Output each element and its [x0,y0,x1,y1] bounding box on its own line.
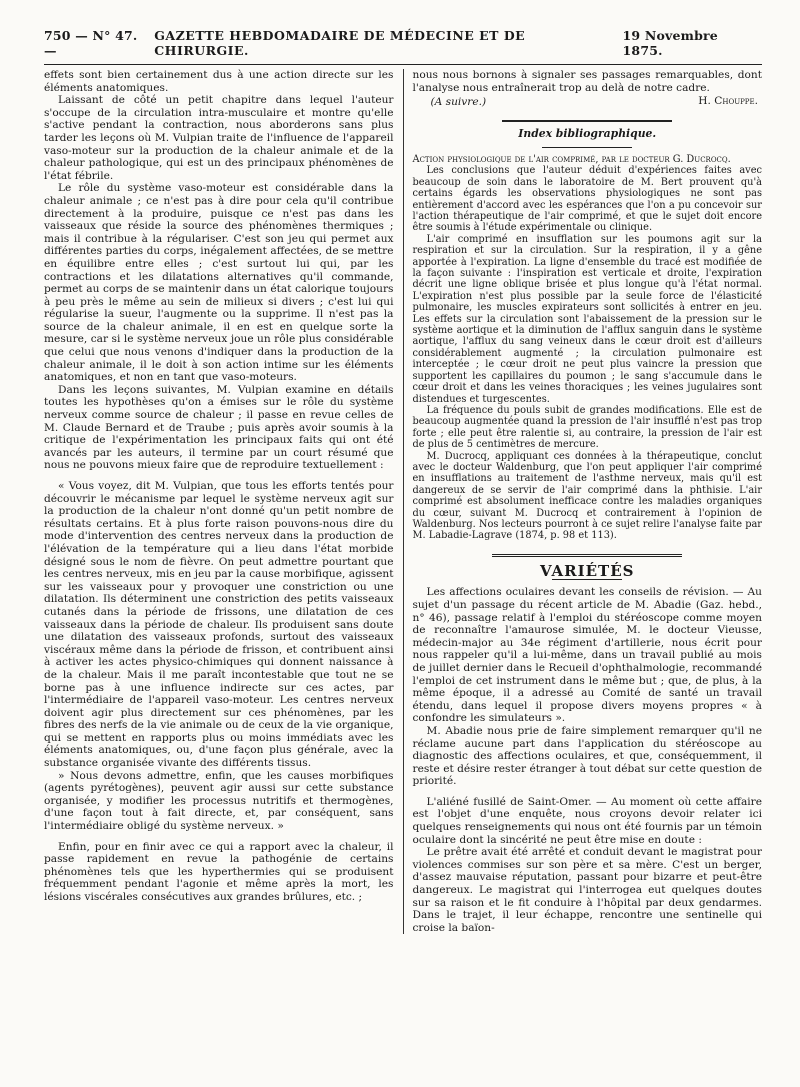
paragraph: Le prêtre avait été arrêté et conduit devant le magistrat pour violences commises sur son père et sa mère. C'est un berger, d'assez mauvaise réputation, passant pour bizarre et peut-être dangereux. Le magistrat qui l'interrogea eut quelques doutes sur sa raison et le fit conduire à l'hôpital par deux gendarmes. Dans le trajet, il leur échappe, rencontre une sentinelle qui croise la baïon- [412,846,762,934]
paragraph: Enfin, pour en finir avec ce qui a rapport avec la chaleur, il passe rapidement en revue la pathogénie de certains phénomènes tels que les hyperthermies qui se produisent fréquemment pendant l'agonie et même après la mort, les lésions viscérales consécutives aux grandes brûlures, etc. ; [44,840,394,903]
right-column [403,69,763,934]
page-header [44,28,762,65]
quote-paragraph: » Nous devons admettre, enfin, que les causes morbifiques (agents pyrétogènes), peuvent agir aussi sur cette substance organisée, y modifier les processus nutritifs et thermogènes, d'une façon tout à fait directe, et, par conséquent, sans l'intermédiaire obligé du système nerveux. » [44,769,394,833]
paragraph: L'aliéné fusillé de Saint-Omer. — Au moment où cette affaire est l'objet d'une enquête, nous croyons devoir relater ici quelques renseignements qui nous ont été fournis par un témoin oculaire dont la sincérité ne peut être mise en doute : [412,795,762,846]
left-column [44,69,403,934]
book-title: Action physiologique de l'air comprimé, par le docteur G. Ducrocq. [412,153,731,165]
journal-title: GAZETTE HEBDOMADAIRE DE MÉDECINE ET DE CHIRURGIE. [154,28,526,58]
issue-date: 19 Novembre 1875. [622,28,718,58]
paragraph: Dans les leçons suivantes, M. Vulpian examine en détails toutes les hypothèses qu'on a émises sur le rôle du système nerveux comme source de chaleur ; il passe en revue celles de M. Claude Bernard et de Traube ; puis après avoir soumis à la critique de l'expérimentation les principaux faits qui ont été avancés par les auteurs, il termine par un court résumé que nous ne pouvons mieux faire que de reproduire textuellement : [44,383,394,472]
paragraph: L'air comprimé en insufflation sur les poumons agit sur la respiration et sur la circulation. Sur la respiration, il y a gêne apportée à l'expiration. La ligne d'ensemble du tracé est modifiée de la façon suivante : l'inspiration est verticale et droite, l'expiration décrit une ligne oblique brisée et plus longue qu'à l'état normal. L'expiration n'est plus possible par la seule force de l'élasticité pulmonaire, les muscles expirateurs sont sollicités à entrer en jeu. Les effets sur la circulation sont l'abaissement de la pression sur le système aortique et la diminution de l'afflux sanguin dans le système aortique, l'afflux du sang veineux dans le cœur droit est d'ailleurs considérablement augmenté ; la circulation pulmonaire est interceptée ; le cœur droit ne peut plus vaincre la pression que supportent les capillaires du poumon ; le sang s'accumule dans le cœur droit et dans les veines thoraciques ; les veines jugulaires sont distendues et turgescentes. [412,233,762,405]
page-number: 750 — N° 47. — [44,28,138,58]
divider [542,147,632,148]
paragraph: Le rôle du système vaso-moteur est considérable dans la chaleur animale ; ce n'est pas à dire pour cela qu'il contribue directement à la produire, puisque ce n'est pas dans les vaisseaux que réside la source des phénomènes thermiques ; mais il contribue à la régulariser. C'est son jeu qui permet aux différentes parties du corps, inégalement affectées, de se mettre en équilibre entre elles ; c'est surtout lui qui, par les contractions et les dilatations alternatives qu'il commande, permet au corps de se maintenir dans un état calorique toujours à peu près le même au sein de milieux si divers ; c'est lui qui régularise la sueur, l'augmente ou la supprime. Il n'est pas la source de la chaleur animale, il en est en quelque sorte la mesure, car si le système nerveux joue un rôle plus considérable que celui que nous venons d'indiquer dans la production de la chaleur animale, il le doit à son action intime sur les éléments anatomiques, et non en tant que vaso-moteurs. [44,182,394,384]
to-be-continued: (A suivre.) [430,95,487,108]
paragraph: Laissant de côté un petit chapitre dans lequel l'auteur s'occupe de la circulation intra-musculaire et montre qu'elle s'active pendant la contraction, nous aborderons sans plus tarder les leçons où M. Vulpian traite de l'influence de l'appareil vaso-moteur sur la production de la chaleur animale et de la chaleur pathologique, qui est un des principaux phénomènes de l'état fébrile. [44,94,394,182]
columns [44,69,762,934]
paragraph: M. Ducrocq, appliquant ces données à la thérapeutique, conclut avec le docteur Waldenburg, que l'on peut appliquer l'air comprimé en insufflations au traitement de l'asthme nerveux, mais qu'il est dangereux de se servir de l'air comprimé dans la phthisie. L'air comprimé est absolument inefficace contre les maladies organiques du cœur, suivant M. Ducrocq et contrairement à l'opinion de Waldenburg. Nos lecteurs pourront à ce sujet relire l'analyse faite par M. Labadie-Lagrave (1874, p. 98 et 113). [412,450,762,542]
paragraph: Les affections oculaires devant les conseils de révision. — Au sujet d'un passage du récent article de M. Abadie (Gaz. hebd., n° 46), passage relatif à l'emploi du stéréoscope comme moyen de reconnaître l'amaurose simulée, M. le docteur Vieusse, médecin-major au 34e régiment d'artillerie, nous écrit pour nous rappeler qu'il a lui-même, dans un travail publié au mois de juillet dernier dans le Recueil d'ophthalmologie, recommandé l'emploi de cet instrument dans le même but ; que, de plus, à la même époque, il a adressé au Comité de santé un travail étendu, dans lequel il propose divers moyens propres « à confondre les simulateurs ». [412,586,762,725]
paragraph: Les conclusions que l'auteur déduit d'expériences faites avec beaucoup de soin dans le laboratoire de M. Bert prouvent qu'à certains égards les observations physiologiques ne sont pas entièrement d'accord avec les espérances que l'on a pu concevoir sur l'action thérapeutique de l'air comprimé, et que le sujet doit encore être soumis à l'étude expérimentale ou clinique. [412,165,762,234]
section-heading-index: Index bibliographique. [518,127,657,141]
paragraph: nous nous bornons à signaler ses passages remarquables, dont l'analyse nous entraînerait trop au delà de notre cadre. [412,69,762,94]
author-signature: H. Chouppe. [698,95,758,108]
divider [492,554,682,557]
quote-paragraph: « Vous voyez, dit M. Vulpian, que tous les efforts tentés pour découvrir le mécanisme par lequel le système nerveux agit sur la production de la chaleur n'ont donné qu'un petit nombre de résultats certains. Et à plus forte raison pouvons-nous dire du mode d'intervention des centres nerveux dans la production de l'élévation de la température qui a lieu dans l'état morbide désigné sous le nom de fièvre. On peut admettre pourtant que les centres nerveux, mis en jeu par la cause morbifique, agissent sur les vaisseaux pour y provoquer une constriction ou une dilatation. Ils déterminent une constriction des petits vaisseaux cutanés dans la période de frissons, une dilatation de ces vaisseaux dans la période de chaleur. Ils produisent sans doute une dilatation des vaisseaux profonds, surtout des vaisseaux viscéraux même dans la période de frisson, et contribuent ainsi à activer les actes physico-chimiques qui donnent naissance à de la chaleur. Mais il me paraît incontestable que tout ne se borne pas à une influence indirecte sur ces actes, par l'intermédiaire de l'appareil vaso-moteur. Les centres nerveux doivent agir plus directement sur ces phénomènes, par les fibres des nerfs de la vie animale ou de ceux de la vie organique, qui se mettent en rapports plus ou moins immédiats avec les éléments anatomiques, ou, d'une façon plus générale, avec la substance organisée vivante des différents tissus. [44,480,394,770]
divider [502,120,672,122]
paragraph: effets sont bien certainement dus à une action directe sur les éléments anatomiques. [44,69,394,94]
paragraph: M. Abadie nous prie de faire simplement remarquer qu'il ne réclame aucune part dans l'application du stéréoscope au diagnostic des affections oculaires, et que, conséquemment, il reste et désire rester étranger à tout débat sur cette question de priorité. [412,724,762,788]
paragraph: La fréquence du pouls subit de grandes modifications. Elle est de beaucoup augmentée quand la pression de l'air insufflé n'est pas trop forte ; elle peut être ralentie si, au contraire, la pression de l'air est de plus de 5 centimètres de mercure. [412,404,762,451]
section-heading-varietes: VARIÉTÉS [540,561,635,580]
